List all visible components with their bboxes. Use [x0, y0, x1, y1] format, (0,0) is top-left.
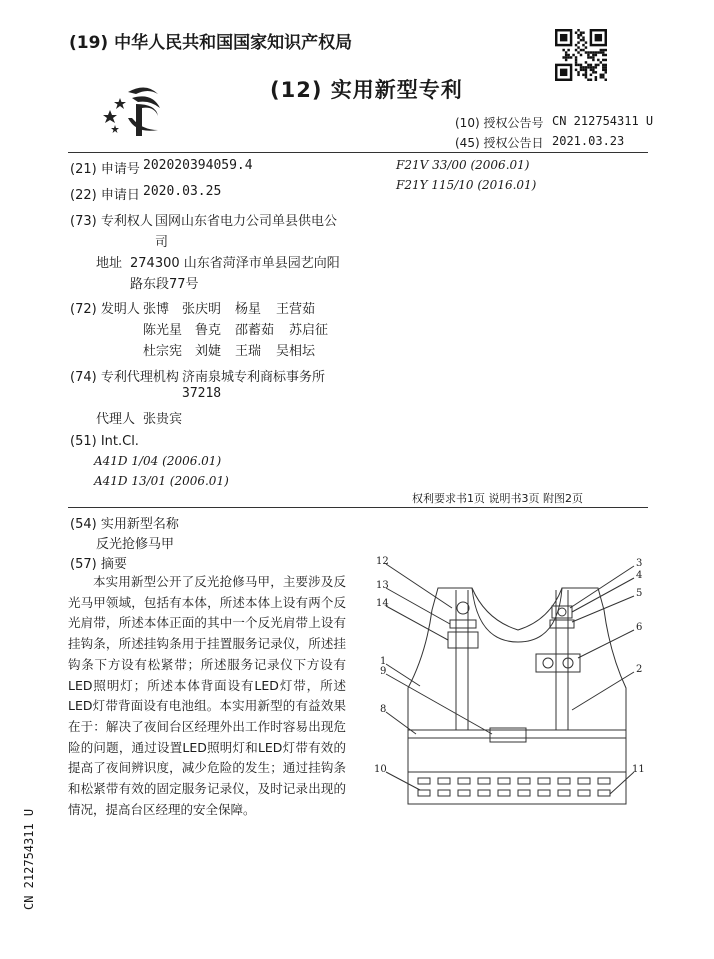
led-light [578, 790, 590, 796]
utility-model-title: 反光抢修马甲 [96, 537, 175, 552]
figure-label: 4 [636, 570, 643, 581]
led-light [518, 790, 530, 796]
page-counts: 权利要求书1页 说明书3页 附图2页 [412, 492, 583, 505]
office-name: (19) 中华人民共和国国家知识产权局 [69, 33, 353, 53]
led-light [558, 778, 570, 784]
publication-date-label: (45) 授权公告日 [455, 136, 544, 150]
intcl-item: A41D 1/04 (2006.01) [94, 454, 222, 468]
inventors-label: (72) 发明人 [70, 302, 140, 317]
address-label: 地址 [96, 256, 123, 271]
publication-number-label: (10) 授权公告号 [455, 116, 544, 130]
agency-code: 37218 [182, 386, 222, 401]
abstract-paragraph: 本实用新型公开了反光抢修马甲，主要涉及反光马甲领域，包括有本体，所述本体上设有两个反光肩带，所述本体正面的其中一个反光肩带上设有挂钩条，所述挂钩条用于挂置服务记录仪，所述挂钩条下方设有松紧带；所述服务记录仪下方设有LED照明灯；所述本体背面设有LED灯带，所述LED灯带背面设有电池组。本实用新型的有益效果在于：解决了夜间台区经理外出工作时容易出现危险的问题，通过设置LED照明灯和LED灯带有效的提高了夜间辨识度，减少危险的发生；通过挂钩条和松紧带有效的固定服务记录仪，及时记录出现的情况，提高台区经理的安全保障。 [68, 574, 346, 817]
figure-label: 1 [380, 656, 387, 667]
cnipa-emblem-icon [98, 78, 178, 138]
figure-label: 14 [376, 598, 389, 609]
agent-label: 代理人 [96, 412, 136, 427]
document-type: (12) 实用新型专利 [270, 78, 463, 102]
figure-label: 10 [374, 764, 387, 775]
inventor-name: 鲁克 [195, 323, 222, 338]
figure-label: 6 [636, 622, 643, 633]
inventor-name: 王营茹 [276, 302, 316, 317]
patentee-name-line2: 司 [155, 235, 169, 250]
inventor-name: 杨星 [235, 302, 262, 317]
led-light [498, 778, 510, 784]
figure-label: 2 [636, 664, 643, 675]
figure-label: 12 [376, 556, 389, 567]
figure-label: 3 [636, 558, 643, 569]
figure-label: 8 [380, 704, 387, 715]
agency-name: 济南泉城专利商标事务所 [182, 370, 326, 385]
inventor-name: 吴相坛 [276, 344, 316, 359]
intcl-item: A41D 13/01 (2006.01) [94, 474, 229, 488]
inventor-name: 张庆明 [182, 302, 222, 317]
application-number: 202020394059.4 [143, 158, 253, 173]
led-light [538, 790, 550, 796]
inventor-name: 苏启征 [289, 323, 329, 338]
header-divider [68, 152, 648, 153]
inventor-name: 陈光星 [143, 323, 183, 338]
vest-figure [360, 550, 660, 820]
figure-label: 13 [376, 580, 389, 591]
intcl-label: (51) Int.Cl. [70, 434, 139, 449]
publication-number: CN 212754311 U [552, 114, 654, 128]
led-light [538, 778, 550, 784]
led-light [518, 778, 530, 784]
side-publication-number: CN 212754311 U [22, 808, 36, 910]
figure-label: 5 [636, 588, 643, 599]
led-light [578, 778, 590, 784]
inventor-name: 刘婕 [195, 344, 222, 359]
led-light [478, 790, 490, 796]
agent-name: 张贵宾 [143, 412, 183, 427]
qr-code-icon [555, 29, 607, 81]
led-light [458, 778, 470, 784]
inventor-name: 杜宗宪 [143, 344, 183, 359]
agency-label: (74) 专利代理机构 [70, 370, 179, 385]
led-light [438, 778, 450, 784]
abstract-label: (57) 摘要 [70, 557, 127, 572]
led-light [498, 790, 510, 796]
led-light [478, 778, 490, 784]
application-date: 2020.03.25 [143, 184, 222, 199]
abstract-text [68, 572, 346, 820]
address-line1: 274300 山东省菏泽市单县园艺向阳 [130, 256, 340, 271]
led-light [558, 790, 570, 796]
led-light [598, 778, 610, 784]
application-number-label: (21) 申请号 [70, 162, 140, 177]
inventor-name: 邵蓄茹 [235, 323, 275, 338]
led-light [438, 790, 450, 796]
led-light [458, 790, 470, 796]
led-light [418, 778, 430, 784]
cpc-item: F21Y 115/10 (2016.01) [396, 178, 537, 192]
figure-label: 11 [632, 764, 645, 775]
address-line2: 路东段77号 [130, 277, 199, 292]
inventor-name: 王瑞 [235, 344, 262, 359]
application-date-label: (22) 申请日 [70, 188, 140, 203]
led-light [418, 790, 430, 796]
cpc-item: F21V 33/00 (2006.01) [396, 158, 530, 172]
publication-date: 2021.03.23 [552, 134, 625, 148]
patentee-name-line1: 国网山东省电力公司单县供电公 [155, 214, 338, 229]
patentee-label: (73) 专利权人 [70, 214, 153, 229]
figure-label: 9 [380, 666, 387, 677]
title-label: (54) 实用新型名称 [70, 517, 179, 532]
section-divider [68, 507, 648, 508]
inventor-name: 张博 [143, 302, 170, 317]
led-light [598, 790, 610, 796]
